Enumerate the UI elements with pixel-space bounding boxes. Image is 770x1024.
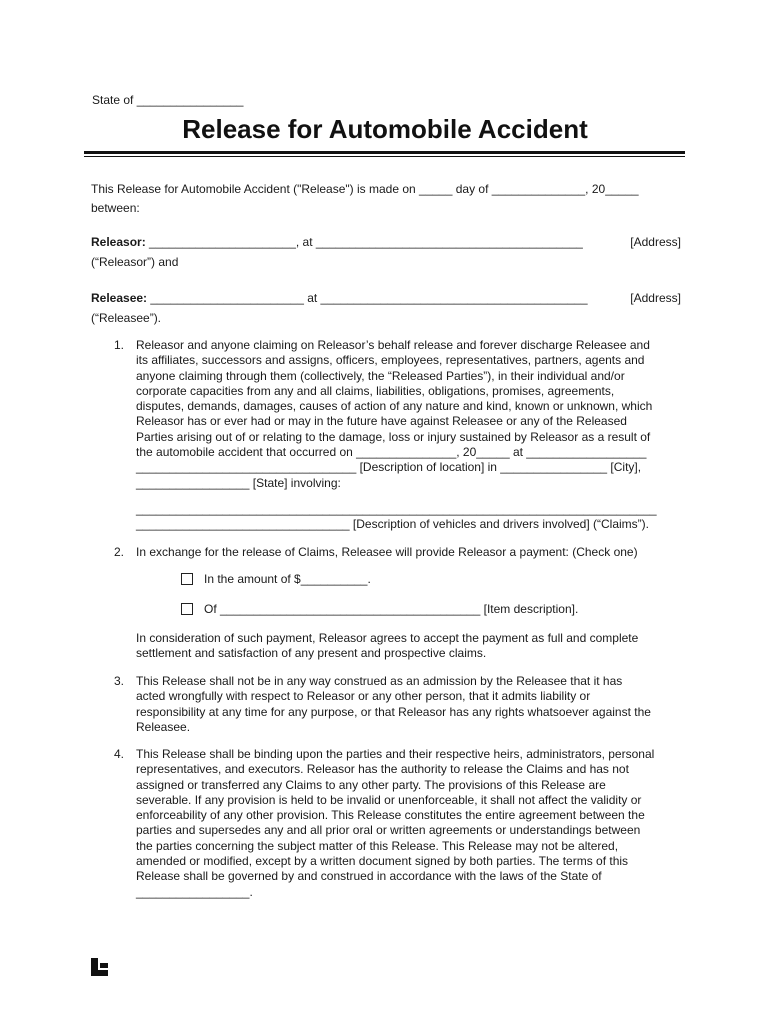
releasor-label: Releasor: — [91, 235, 146, 249]
releasee-row — [91, 291, 681, 305]
item-1-text: Releasor and anyone claiming on Releasor’s behalf release and forever discharge Releasee and its affiliates, successors and assigns, officers, employees, representatives, partners, agents and anyone claiming through them (collectively, the “Released Parties”), in their individual and/or corporate capacities from any and all claims, liabilities, obligations, promises, agreements, disputes, demands, damages, causes of action of any nature and kind, known or unknown, which Releasor has or ever had or may in the future have against Releasee or any of the Released Parties arising out of or relating to the damage, loss or injury sustained by Releasor as a result of the automobile accident that occurred on _______________, 20_____ at __________________ _________________________________ [Description of location] in ________________ [City], _________________ [State] involving: — [136, 338, 653, 490]
amount-checkbox[interactable] — [181, 573, 193, 585]
releasee-label: Releasee: — [91, 291, 148, 305]
title-rule-thick — [84, 151, 685, 154]
releasor-row — [91, 235, 681, 249]
item-3-text: This Release shall not be in any way construed as an admission by the Releasee that it has acted wrongfully with respect to Releasor or any other person, that it admits liability or responsibility at any time for any purpose, or that Releasor has any rights whatsoever against the Releasee. — [136, 674, 651, 734]
item-3-number: 3. — [114, 674, 125, 688]
item-2-followup: In consideration of such payment, Releasor agrees to accept the payment as full and complete settlement and satisfaction of any present and prospective claims. — [136, 631, 639, 661]
item-4-number: 4. — [114, 747, 125, 761]
item-2-text: In exchange for the release of Claims, Releasee will provide Releasor a payment: (Check one) — [136, 545, 638, 559]
releasor-line: ______________________, at ________________________________________ — [145, 235, 583, 249]
title-rule-thin — [84, 156, 685, 157]
item-checkbox[interactable] — [181, 603, 193, 615]
releasee-address: [Address] — [630, 291, 681, 305]
releasee-line: _______________________ at ________________________________________ — [147, 291, 588, 305]
item-4-text: This Release shall be binding upon the parties and their respective heirs, administrators, personal representatives, and executors. Releasor has the authority to release the Claims and has not assigned or transferred any Claims to any other party. The provisions of this Release are severable. If any provision is held to be invalid or unenforceable, it shall not affect the validity or enforceability of any other provision. This Release constitutes the entire agreement between the parties and supersedes any and all prior oral or written agreements or understandings between the parties concerning the subject matter of this Release. This Release may not be altered, amended or modified, except by a written document signed by both parties. The terms of this Release shall be governed by and construed in accordance with the laws of the State of _________________. — [136, 747, 655, 899]
releasor-address: [Address] — [630, 235, 681, 249]
item-2-number: 2. — [114, 545, 125, 559]
document-logo-icon — [91, 958, 108, 976]
releasee-alias: (“Releasee”). — [91, 311, 162, 325]
document-title: Release for Automobile Accident — [182, 114, 588, 144]
state-line: State of ________________ — [92, 93, 244, 107]
option-item-label: Of _______________________________________ [Item description]. — [204, 602, 579, 616]
item-1-text-continued: ______________________________________________________________________________ ________________________________ [Description of vehicles and drivers involved] (“Claims”). — [136, 502, 657, 532]
releasor-alias: (“Releasor”) and — [91, 255, 179, 269]
item-1-number: 1. — [114, 338, 125, 352]
option-amount-label: In the amount of $__________. — [204, 572, 371, 586]
intro-paragraph: This Release for Automobile Accident ("Release") is made on _____ day of ______________, 20_____ between: — [91, 182, 639, 215]
